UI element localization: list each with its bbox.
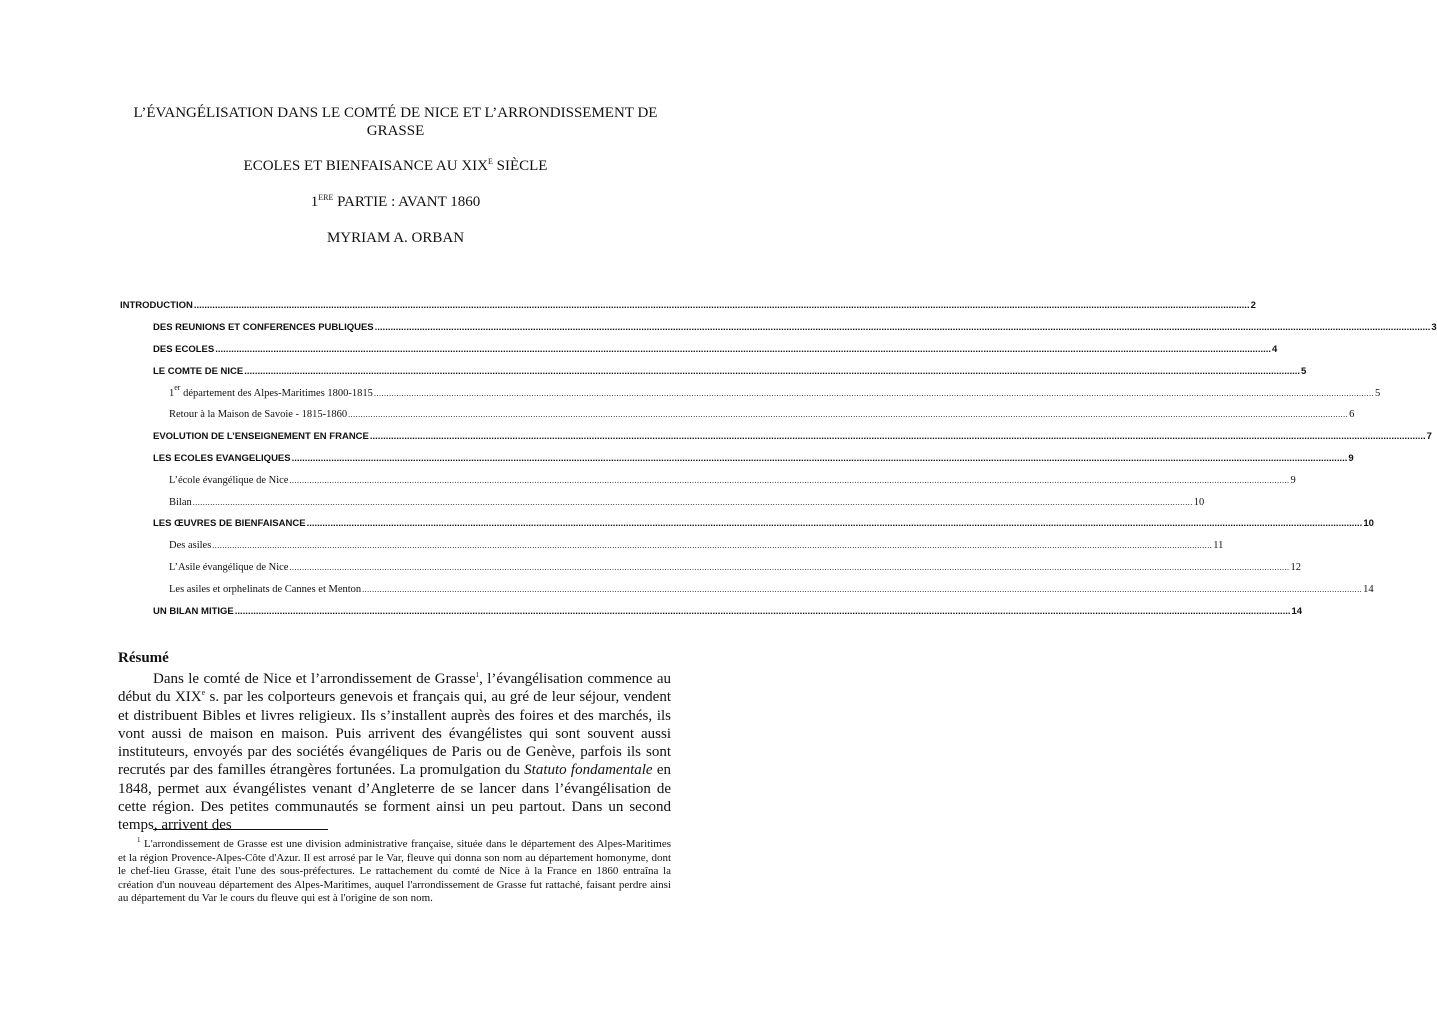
toc-leader-dots: ................................................................................................................................................................................................................................................................................................................................................................................................................ <box>289 563 1290 572</box>
toc-entry[interactable] <box>153 429 1432 445</box>
toc-entry[interactable] <box>153 342 1278 358</box>
toc-leader-dots: ................................................................................................................................................................................................................................................................................................................................................................................................................ <box>291 453 1348 464</box>
toc-entry-page: 14 <box>1291 606 1303 617</box>
toc-leader-dots: ................................................................................................................................................................................................................................................................................................................................................................................................................ <box>192 498 1193 507</box>
toc-entry-label: L’Asile évangélique de Nice <box>169 562 289 573</box>
resume-body <box>118 670 671 835</box>
toc-entry-label: LE COMTE DE NICE <box>153 366 244 377</box>
footnote-reference[interactable]: 1 <box>475 671 480 679</box>
toc-leader-dots: ................................................................................................................................................................................................................................................................................................................................................................................................................ <box>289 476 1290 485</box>
toc-leader-dots: ................................................................................................................................................................................................................................................................................................................................................................................................................ <box>306 518 1363 529</box>
toc-leader-dots: ................................................................................................................................................................................................................................................................................................................................................................................................................ <box>362 585 1363 594</box>
toc-leader-dots: ................................................................................................................................................................................................................................................................................................................................................................................................................ <box>373 389 1374 398</box>
toc-leader-dots: ................................................................................................................................................................................................................................................................................................................................................................................................................ <box>369 431 1426 442</box>
toc-entry-label: INTRODUCTION <box>120 300 193 311</box>
toc-entry[interactable] <box>169 538 1224 554</box>
toc-entry-page: 9 <box>1290 475 1296 486</box>
toc-entry-page: 5 <box>1301 366 1307 377</box>
toc-entry-label: UN BILAN MITIGE <box>153 606 234 617</box>
footnote <box>118 838 671 906</box>
toc-leader-dots: ................................................................................................................................................................................................................................................................................................................................................................................................................ <box>193 300 1250 311</box>
toc-entry[interactable] <box>153 451 1354 467</box>
document-author: MYRIAM A. ORBAN <box>326 230 465 246</box>
toc-leader-dots: ................................................................................................................................................................................................................................................................................................................................................................................................................ <box>215 344 1272 355</box>
toc-leader-dots: ................................................................................................................................................................................................................................................................................................................................................................................................................ <box>244 366 1301 377</box>
toc-entry-page: 5 <box>1374 388 1381 399</box>
toc-leader-dots: ................................................................................................................................................................................................................................................................................................................................................................................................................ <box>348 410 1349 419</box>
toc-entry[interactable] <box>153 364 1307 380</box>
toc-entry-page: 2 <box>1250 300 1256 311</box>
toc-entry[interactable] <box>169 407 1355 423</box>
document-title <box>118 104 673 140</box>
toc-entry[interactable] <box>153 604 1303 620</box>
footnote-number: 1 <box>137 836 141 844</box>
toc-entry-label: LES ECOLES EVANGELIQUES <box>153 453 291 464</box>
toc-entry[interactable] <box>169 560 1301 576</box>
toc-entry[interactable] <box>169 473 1296 489</box>
toc-entry-label: Retour à la Maison de Savoie - 1815-1860 <box>169 409 348 420</box>
toc-entry-page: 10 <box>1363 518 1374 529</box>
toc-entry-page: 6 <box>1349 409 1355 420</box>
resume-paragraph: Dans le comté de Nice et l’arrondissement de Grasse$^1$, l’évangélisation commence au début du XIXe s. par les colporteurs genevois et français qui, au gré de leur séjour, vendent et distribuent Bibles et livres religieux. Ils s’installent auprès des foires et des marchés, ils vont aussi de maison en maison. Puis arrivent des évangélistes qui sont souvent aussi instituteurs, envoyés par des sociétés évangéliques de Paris ou de Genève, parfois ils sont recrutés par des familles étrangères fortunées. La promulgation du Statuto fondamentale en 1848, permet aux évangélistes venant d’Angleterre de se lancer dans l’évangélisation de cette région. Des petites communautés se forment ainsi un peu partout. Dans un second temps, arrivent des <box>118 671 672 834</box>
toc-entry-label: 1er département des Alpes-Maritimes 1800-1815 <box>169 383 373 399</box>
toc-entry-page: 14 <box>1363 584 1374 595</box>
toc-entry-label: EVOLUTION DE L’ENSEIGNEMENT EN FRANCE <box>153 431 369 442</box>
toc-entry-page: 10 <box>1193 497 1205 508</box>
toc-entry-label: DES ECOLES <box>153 344 215 355</box>
toc-entry-page: 7 <box>1426 431 1432 442</box>
toc-entry[interactable] <box>169 495 1205 511</box>
toc-entry[interactable] <box>153 516 1374 532</box>
toc-entry-page: 4 <box>1272 344 1278 355</box>
toc-entry-label: Des asiles <box>169 540 212 551</box>
toc-entry[interactable] <box>169 383 1381 402</box>
toc-leader-dots: ................................................................................................................................................................................................................................................................................................................................................................................................................ <box>212 541 1213 550</box>
toc-entry[interactable] <box>153 320 1437 336</box>
document-part: 1ERE PARTIE : AVANT 1860 <box>310 193 481 210</box>
footnote-separator <box>153 829 328 830</box>
title-line-2: GRASSE <box>366 123 425 139</box>
toc-entry-label: LES ŒUVRES DE BIENFAISANCE <box>153 518 306 529</box>
title-line-1: L’ÉVANGÉLISATION DANS LE COMTÉ DE NICE ET L’ARRONDISSEMENT DE <box>133 105 658 121</box>
toc-entry-label: DES REUNIONS ET CONFERENCES PUBLIQUES <box>153 322 374 333</box>
toc-entry-page: 3 <box>1431 322 1437 333</box>
toc-entry-label: L’école évangélique de Nice <box>169 475 289 486</box>
toc-entry-label: Les asiles et orphelinats de Cannes et Menton <box>169 584 362 595</box>
toc-entry-page: 9 <box>1348 453 1354 464</box>
document-subtitle: ECOLES ET BIENFAISANCE AU $XIX^E$ SIÈCLE <box>243 157 548 174</box>
toc-entry[interactable] <box>169 582 1374 598</box>
toc-entry-page: 12 <box>1290 562 1301 573</box>
footnote-text: L'arrondissement de Grasse est une division administrative française, située dans le département des Alpes-Maritimes et la région Provence-Alpes-Côte d'Azur. Il est arrosé par le Var, fleuve qui donna son nom au département homonyme, dont le chef-lieu Grasse, était l'une des sous-préfectures. Le rattachement du comté de Nice à la France en 1860 entraîna la création d'un nouveau département des Alpes-Maritimes, auquel l'arrondissement de Grasse fut rattaché, faisant perdre ainsi au département du Var le cours du fleuve qui est à l'origine de son nom. <box>118 838 671 904</box>
resume-heading: Résumé <box>118 650 169 666</box>
toc-entry[interactable] <box>120 298 1256 314</box>
toc-leader-dots: ................................................................................................................................................................................................................................................................................................................................................................................................................ <box>234 606 1291 617</box>
toc-entry-label: Bilan <box>169 497 192 508</box>
toc-leader-dots: ................................................................................................................................................................................................................................................................................................................................................................................................................ <box>374 322 1431 333</box>
toc-entry-page: 11 <box>1213 540 1224 551</box>
